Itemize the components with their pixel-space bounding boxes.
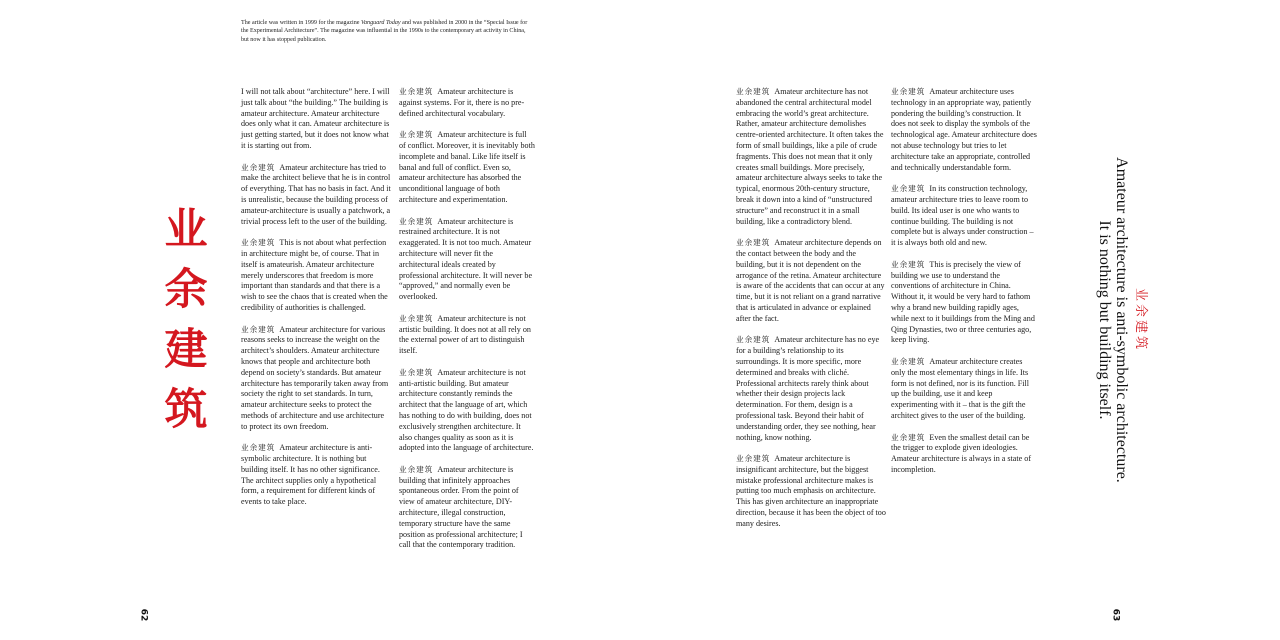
text-column-1 (241, 87, 391, 519)
paragraph-marker: 业余建筑 (891, 87, 926, 96)
paragraph (241, 443, 391, 508)
paragraph-text: Amateur architecture uses technology in an appropriate way, patiently pondering the building’s construction. It does not seek to display the symbols of the technological age. Amateur architecture does not abuse technology but tries to let architecture take an appropriate, controlled and technically understandable form. (891, 87, 1037, 172)
pull-quote (1088, 130, 1148, 510)
paragraph (399, 368, 535, 454)
paragraph (399, 217, 535, 303)
paragraph-text: Amateur architecture creates only the most elementary things in life. Its form is not defined, nor is its function. Fill up the building, use it and keep experimenting with it – that is the gift the architect gives to the user of the building. (891, 356, 1030, 420)
paragraph-text: Amateur architecture is restrained architecture. It is not exaggerated. It is not too much. Amateur architecture will never fit the architectural ideals created by professional architecture. It will never be “approved,” and normally even be overlooked. (399, 216, 533, 302)
paragraph-marker: 业余建筑 (736, 454, 771, 464)
page-number: 63 (1110, 608, 1121, 622)
paragraph (241, 163, 391, 228)
right-page (640, 0, 1280, 640)
paragraph (241, 238, 391, 314)
pull-quote-line-2: It is nothing but building itself. (1096, 220, 1113, 420)
paragraph-marker: 业余建筑 (736, 335, 771, 345)
paragraph-marker: 业余建筑 (736, 87, 771, 96)
paragraph-marker: 业余建筑 (399, 216, 434, 226)
paragraph-text: Amateur architecture is building that infinitely approaches spontaneous order. From the point of view of amateur architecture, DIY-architecture, illegal construction, temporary structure have the same position as professional architecture; I call that the contemporary tradition. (399, 464, 523, 550)
paragraph-text: This is not about what perfection in architecture might be, of course. That in itself is amateurish. Amateur architecture merely underscores that freedom is more important than standards and that there is a wish to see the chaos that is created when the credibility of authorities is challenged. (241, 238, 388, 312)
magazine-title: Vanguard Today (360, 20, 401, 26)
paragraph (891, 184, 1037, 249)
paragraph-text: This is precisely the view of building we use to understand the conventions of architecture in China. Without it, it would be very hard to fathom why a brand new building rapidly ages, while next to it buildings from the Ming and Qing Dynasties, two or three centuries ago, keep living. (891, 259, 1035, 345)
paragraph (399, 130, 535, 206)
paragraph (241, 87, 391, 152)
paragraph-marker: 业余建筑 (891, 356, 926, 366)
paragraph (736, 454, 886, 530)
paragraph (736, 87, 886, 227)
paragraph-text: Even the smallest detail can be the trigger to explode given ideologies. Amateur architecture is always in a state of incompletion. (891, 432, 1032, 474)
paragraph-text: Amateur architecture is not artistic building. It does not at all rely on the external power of art to distinguish itself. (399, 313, 531, 356)
paragraph-text: Amateur architecture is full of conflict. Moreover, it is inevitably both incomplete and banal. Like life itself is banal and full of conflict. Even so, amateur architecture has absorbed the unconditional language of both architecture and experimentation. (399, 130, 535, 204)
title-char: 业 (164, 205, 208, 255)
paragraph-marker: 业余建筑 (891, 432, 926, 442)
title-char: 余 (164, 265, 208, 315)
pull-quote-chinese: 业余建筑 (1133, 287, 1148, 352)
header-note-text: The article was written in 1999 for the magazine (241, 20, 361, 26)
paragraph (399, 87, 535, 119)
paragraph (399, 465, 535, 551)
title-char: 筑 (164, 385, 208, 435)
paragraph-marker: 业余建筑 (736, 238, 771, 248)
paragraph-marker: 业余建筑 (399, 367, 434, 377)
paragraph (891, 260, 1037, 346)
paragraph (241, 325, 391, 433)
paragraph-marker: 业余建筑 (891, 259, 926, 269)
paragraph-marker: 业余建筑 (399, 464, 434, 474)
paragraph-text: I will not talk about “architecture” here. I will just talk about “the building.” The building is amateur architecture. Amateur architecture does only what it can. Amateur architecture is just getting started, but it does not know what it is starting out from. (241, 87, 390, 150)
paragraph-text: Amateur architecture is anti-symbolic architecture. It is nothing but building itself. It has no other significance. The architect supplies only a hypothetical form, a requirement for different kinds of events to take place. (241, 443, 380, 507)
paragraph-marker: 业余建筑 (241, 238, 276, 248)
text-column-3 (736, 87, 886, 540)
paragraph-marker: 业余建筑 (399, 87, 434, 96)
text-column-2 (399, 87, 535, 562)
paragraph (891, 433, 1037, 476)
paragraph-text: Amateur architecture is against systems. For it, there is no pre-defined architectural vocabulary. (399, 87, 525, 118)
paragraph (736, 335, 886, 443)
paragraph-marker: 业余建筑 (399, 313, 434, 323)
paragraph-text: Amateur architecture is insignificant architecture, but the biggest mistake professional architecture makes is putting too much emphasis on architecture. This has given architecture an inappropriate direction, because it has been the object of too many desires. (736, 454, 886, 528)
paragraph-text: Amateur architecture has tried to make the architect believe that he is in control of everything. That has no basis in fact. And it is unrealistic, because the building process of amateur-architecture is usually a patchwork, a trivial process left to the user of the building. (241, 162, 391, 226)
paragraph-text: Amateur architecture for various reasons seeks to increase the weight on the architect’s shoulders. Amateur architecture knows that people and architecture both depend on society’s standards. But amateur architecture has temporarily taken away from society the right to set standards. In turn, amateur architecture seeks to protect the methods of architecture and use architecture to protect its own freedom. (241, 324, 389, 431)
paragraph (891, 87, 1037, 173)
paragraph-marker: 业余建筑 (241, 162, 276, 172)
page-number: 62 (138, 608, 149, 622)
paragraph (736, 238, 886, 324)
paragraph-text: Amateur architecture has not abandoned the central architectural model embracing the world’s great architecture. Rather, amateur architecture demolishes centre-oriented architecture. It often takes the form of small buildings, like a pile of crude fragments. This does not mean that it only creates small buildings. More precisely, amateur architecture always seeks to take the typical, enormous 20th-century structure, break it down into a kind of “unstructured structure” and reconstruct it in a small building, like a contradictory blend. (736, 87, 884, 226)
paragraph-marker: 业余建筑 (241, 324, 276, 334)
header-note (241, 19, 531, 44)
paragraph-marker: 业余建筑 (891, 184, 926, 194)
paragraph-marker: 业余建筑 (241, 443, 276, 453)
paragraph-text: Amateur architecture has no eye for a building’s relationship to its surroundings. It is more specific, more determined and breaks with cliché. Professional architects rarely think about whether their design projects lack determination. For them, design is a professional task. Beyond their habit of understanding order, they see nothing, hear nothing, know nothing. (736, 335, 880, 442)
text-column-4 (891, 87, 1037, 486)
header-note-text: and was published in 2000 in the “Special Issue for the Experimental Architecture”. The magazine was influential in the 1990s to the contemporary art activity in China, but now it has stopped publication. (241, 20, 528, 43)
paragraph (399, 314, 535, 357)
pull-quote-line-1: Amateur architecture is anti-symbolic architecture. (1113, 157, 1130, 483)
page-title-chinese (164, 200, 208, 440)
paragraph (891, 357, 1037, 422)
paragraph-text: In its construction technology, amateur architecture tries to leave room to build. Its ideal user is one who wants to continue building. The building is not complete but is always under construction – it is always both old and new. (891, 184, 1034, 248)
paragraph-text: Amateur architecture is not anti-artistic building. But amateur architecture constantly reminds the architect that the language of art, which has nothing to do with building, does not exclusively strengthen architecture. It also changes quality as soon as it is adopted into the language of architecture. (399, 367, 534, 453)
pull-quote-rotated (1096, 130, 1148, 510)
title-char: 建 (164, 325, 208, 375)
paragraph-text: Amateur architecture depends on the contact between the body and the building, but it is not dependent on the arrogance of the retina. Amateur architecture is aware of the accidents that can occur at any time, but it is not reliant on a grand narrative that is articulated in advance or explained after the fact. (736, 238, 885, 323)
paragraph-marker: 业余建筑 (399, 130, 434, 140)
